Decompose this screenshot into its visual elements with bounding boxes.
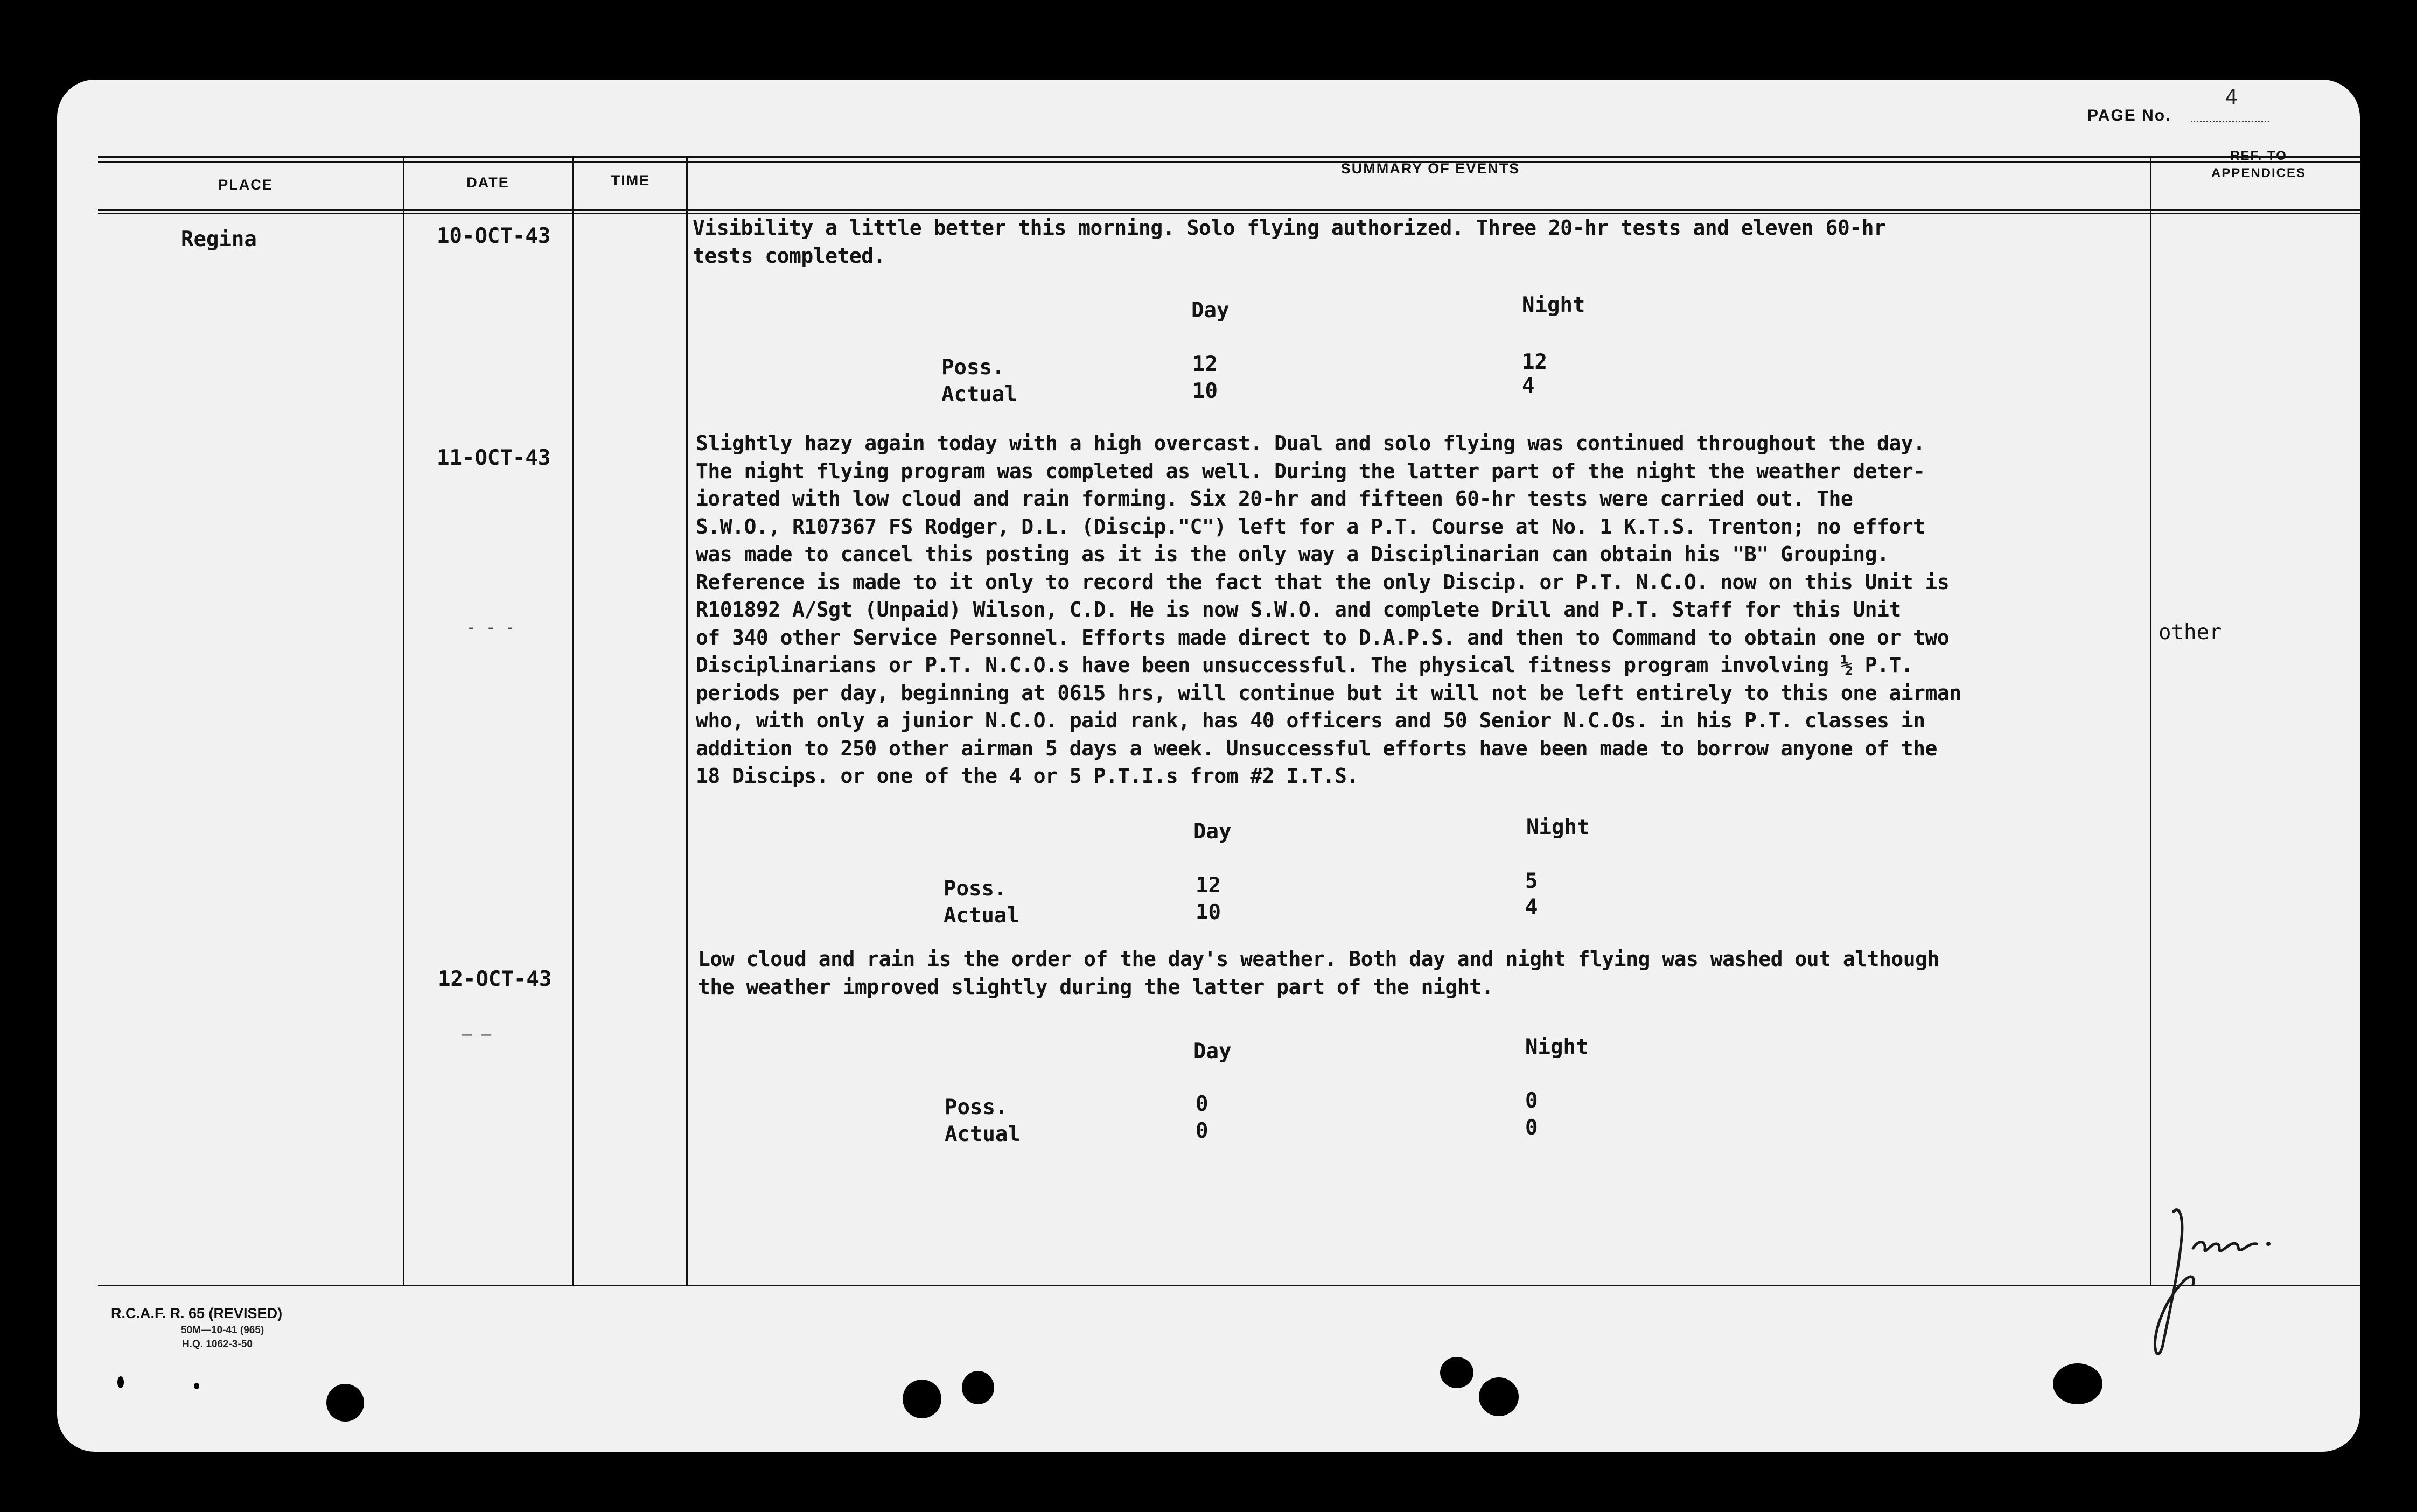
entry-2-line: addition to 250 other airman 5 days a week. Unsuccessful efforts have been made to borrow anyone of the [696,736,1937,760]
entry-2-line: Slightly hazy again today with a high overcast. Dual and solo flying was continued throughout the day. [696,431,1925,455]
entry-1-line: Visibility a little better this morning. Solo flying authorized. Three 20-hr tests and eleven 60-hr [693,216,1886,240]
header-summary: SUMMARY OF EVENTS [1340,160,1520,177]
punch-hole [1479,1377,1519,1416]
punch-hole [1440,1357,1473,1388]
place-value: Regina [181,227,257,251]
entry-1-date: 10-OCT-43 [437,224,551,248]
col-rule-date [572,156,574,1286]
entry-2-row2-night: 4 [1525,895,1538,919]
header-ref-line1: REF. TO [2230,149,2287,163]
entry-3-row1-day: 0 [1196,1092,1208,1116]
entry-2-line: The night flying program was completed as well. During the latter part of the night the weather deter- [696,459,1925,483]
entry-2-row2-day: 10 [1196,900,1221,925]
entry-2-row1-day: 12 [1196,873,1221,898]
entry-3-row1-night: 0 [1525,1089,1538,1113]
entry-1-col-night: Night [1522,293,1585,317]
entry-3-line: the weather improved slightly during the latter part of the night. [698,975,1493,999]
form-print-run: 50M—10-41 (965) [181,1325,264,1336]
bottom-rule [98,1285,2360,1286]
punch-hole [962,1371,994,1404]
entry-2-date: 11-OCT-43 [437,446,551,470]
entry-2-row2-label: Actual [944,904,1019,928]
entry-2-row1-night: 5 [1525,869,1538,893]
entry-3-row1-label: Poss. [945,1095,1008,1119]
signature-mark [2141,1184,2319,1367]
entry-1-text [693,214,1885,270]
entry-3-row2-label: Actual [945,1122,1021,1146]
entry-1-row2-night: 4 [1522,374,1535,398]
diary-card [57,80,2360,1452]
entry-2-line: periods per day, beginning at 0615 hrs, will continue but it will not be left entirely to this one airman [696,681,1961,705]
entry-2-line: iorated with low cloud and rain forming. Six 20-hr and fifteen 60-hr tests were carried out. The [696,487,1853,510]
page-no-label: PAGE No. [2087,107,2171,124]
entry-3-row2-day: 0 [1196,1119,1208,1143]
top-rule-1 [98,156,2360,158]
col-rule-time [686,156,688,1286]
page-no-value: 4 [2225,85,2238,109]
col-rule-place [403,156,404,1286]
entry-3-col-night: Night [1525,1035,1589,1059]
entry-3-line: Low cloud and rain is the order of the day's weather. Both day and night flying was washed out although [698,947,1939,971]
col-rule-summary [2150,156,2151,1286]
entry-3-dash: — — [462,1025,492,1044]
punch-hole [903,1380,941,1418]
entry-2-line: S.W.O., R107367 FS Rodger, D.L. (Discip."C") left for a P.T. Course at No. 1 K.T.S. Trenton; no effort [696,514,1925,538]
entry-1-row1-label: Poss. [941,355,1005,380]
entry-2-ref-note: other [2158,620,2222,645]
top-rule-2 [98,161,2360,163]
page-no-dots [2191,121,2269,122]
entry-1-row1-night: 12 [1522,350,1547,374]
entry-3-date: 12-OCT-43 [438,967,552,991]
entry-2-col-day: Day [1193,820,1232,844]
entry-2-line: who, with only a junior N.C.O. paid rank, has 40 officers and 50 Senior N.C.Os. in his P.T. classes in [696,709,1925,732]
header-bottom-rule-1 [98,209,2360,211]
punch-hole [117,1376,124,1388]
entry-1-col-day: Day [1191,298,1230,323]
form-number: R.C.A.F. R. 65 (REVISED) [111,1305,283,1321]
header-time: TIME [611,172,651,188]
punch-hole [2053,1363,2102,1404]
entry-3-col-day: Day [1193,1039,1232,1063]
form-hq-ref: H.Q. 1062-3-50 [182,1339,253,1350]
entry-2-line: Disciplinarians or P.T. N.C.O.s have been unsuccessful. The physical fitness program involving ½ P.T. [696,653,1913,677]
entry-2-line: R101892 A/Sgt (Unpaid) Wilson, C.D. He is now S.W.O. and complete Drill and P.T. Staff for this Unit [696,598,1901,621]
entry-2-dash: - - - [466,618,515,637]
entry-2-col-night: Night [1526,815,1590,839]
entry-1-line: tests completed. [693,243,886,268]
header-ref-line2: APPENDICES [2211,166,2307,180]
header-place: PLACE [218,177,273,193]
entry-1-row2-day: 10 [1192,379,1218,403]
punch-hole [326,1384,364,1422]
entry-1-row2-label: Actual [941,382,1017,407]
entry-2-line: was made to cancel this posting as it is the only way a Disciplinarian can obtain his "B" Grouping. [696,542,1889,566]
entry-2-line: of 340 other Service Personnel. Efforts made direct to D.A.P.S. and then to Command to obtain one or two [696,625,1950,649]
entry-2-line: Reference is made to it only to record the fact that the only Discip. or P.T. N.C.O. now on this Unit is [696,570,1950,594]
entry-1-row1-day: 12 [1192,352,1218,376]
entry-2-row1-label: Poss. [944,877,1007,901]
punch-hole [194,1383,199,1389]
entry-3-text [698,946,1939,1001]
header-date: DATE [466,174,509,191]
entry-3-row2-night: 0 [1525,1116,1538,1140]
entry-2-line: 18 Discips. or one of the 4 or 5 P.T.I.s from #2 I.T.S. [696,764,1359,788]
entry-2-text [696,430,1961,790]
